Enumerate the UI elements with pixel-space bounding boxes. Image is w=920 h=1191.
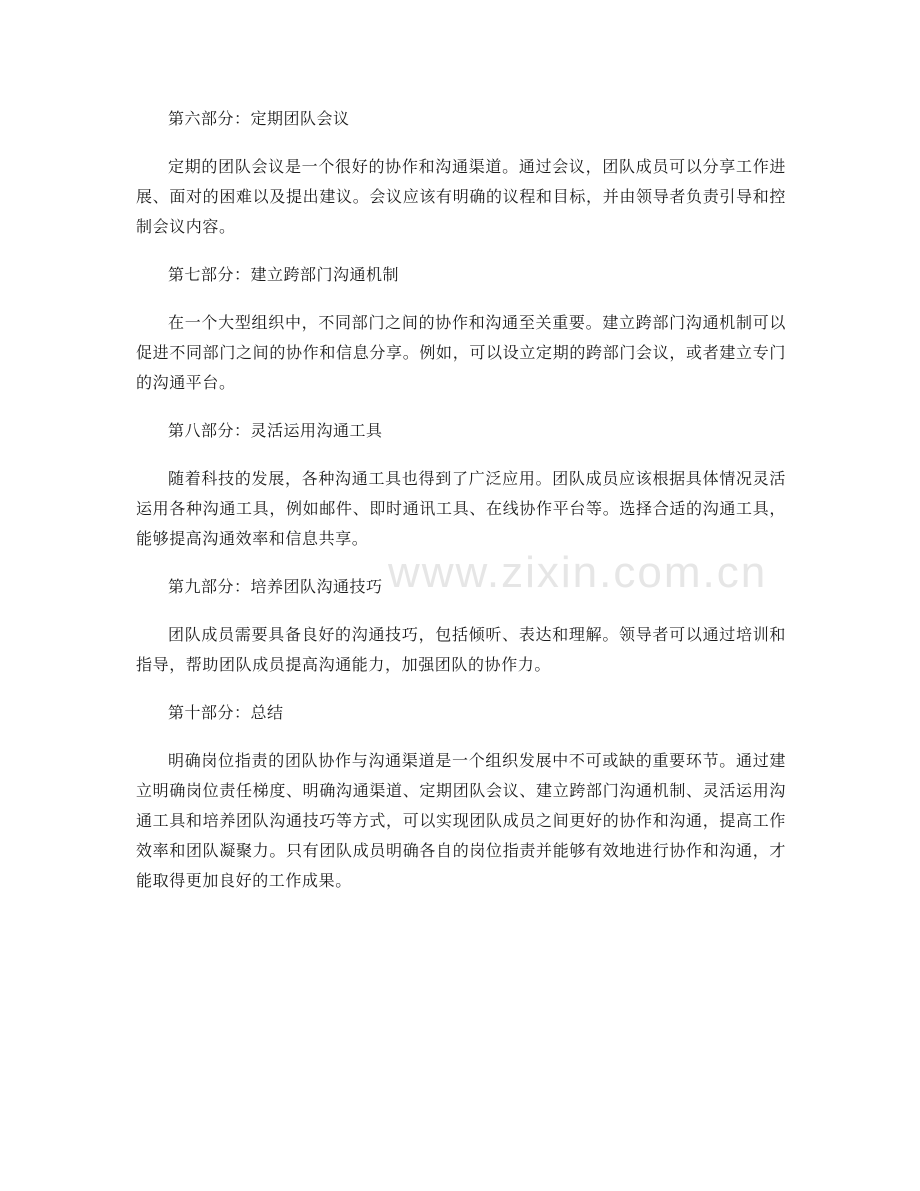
section-heading: 第八部分：灵活运用沟通工具 bbox=[168, 421, 383, 440]
section-paragraph: 随着科技的发展，各种沟通工具也得到了广泛应用。团队成员应该根据具体情况灵活运用各种沟通工具，例如邮件、即时通讯工具、在线协作平台等。选择合适的沟通工具，能够提高沟通效率和信息共享。 bbox=[136, 469, 786, 548]
section-paragraph: 定期的团队会议是一个很好的协作和沟通渠道。通过会议，团队成员可以分享工作进展、面对的困难以及提出建议。会议应该有明确的议程和目标，并由领导者负责引导和控制会议内容。 bbox=[136, 157, 786, 236]
watermark: www.zixin.com.cn bbox=[388, 548, 768, 597]
document-body bbox=[136, 104, 786, 896]
section-heading: 第七部分：建立跨部门沟通机制 bbox=[168, 265, 400, 284]
section-heading: 第十部分：总结 bbox=[168, 703, 284, 722]
section-paragraph: 在一个大型组织中，不同部门之间的协作和沟通至关重要。建立跨部门沟通机制可以促进不同部门之间的协作和信息分享。例如，可以设立定期的跨部门会议，或者建立专门的沟通平台。 bbox=[136, 313, 786, 392]
section-heading: 第六部分：定期团队会议 bbox=[168, 109, 350, 128]
section-paragraph: 团队成员需要具备良好的沟通技巧，包括倾听、表达和理解。领导者可以通过培训和指导，帮助团队成员提高沟通能力，加强团队的协作力。 bbox=[136, 625, 786, 674]
section-heading: 第九部分：培养团队沟通技巧 bbox=[168, 577, 383, 596]
section-paragraph: 明确岗位指责的团队协作与沟通渠道是一个组织发展中不可或缺的重要环节。通过建立明确岗位责任梯度、明确沟通渠道、定期团队会议、建立跨部门沟通机制、灵活运用沟通工具和培养团队沟通技巧等方式，可以实现团队成员之间更好的协作和沟通，提高工作效率和团队凝聚力。只有团队成员明确各自的岗位指责并能够有效地进行协作和沟通，才能取得更加良好的工作成果。 bbox=[136, 751, 786, 890]
